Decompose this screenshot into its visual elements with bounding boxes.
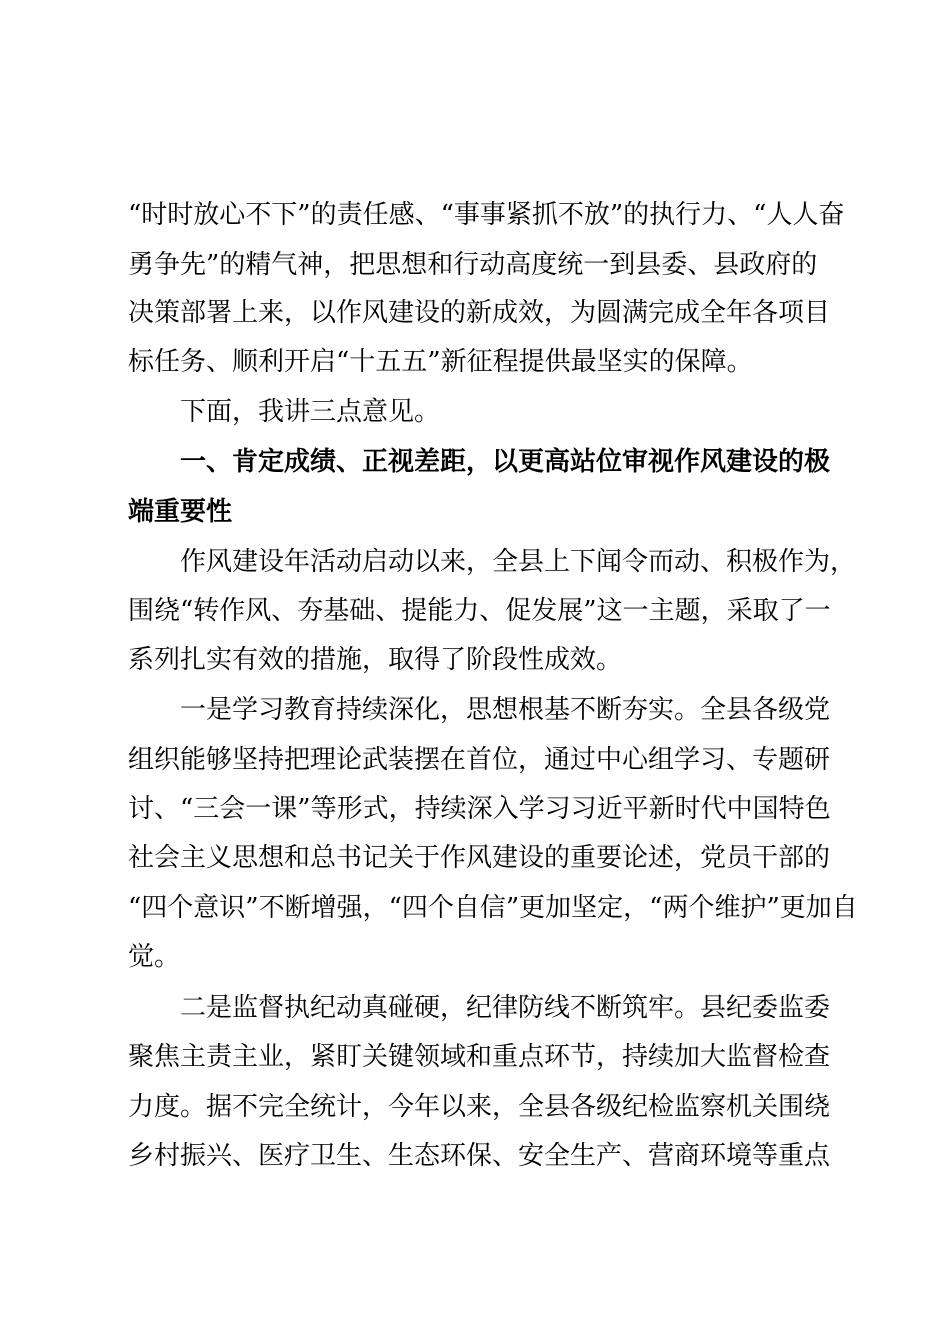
paragraph-line-16: 力度。据不完全统计，今年以来，全县各级纪检监察机关围绕: [128, 1092, 831, 1122]
intro-sentence: 下面，我讲三点意见。: [180, 397, 441, 427]
paragraph-line-7: 系列扎实有效的措施，取得了阶段性成效。: [128, 645, 623, 675]
paragraph-line-17: 乡村振兴、医疗卫生、生态环保、安全生产、营商环境等重点: [128, 1141, 831, 1171]
paragraph-line-5: 作风建设年活动启动以来，全县上下闻令而动、积极作为，: [180, 547, 857, 577]
paragraph-line-6: 围绕“转作风、夯基础、提能力、促发展”这一主题，采取了一: [128, 596, 831, 626]
paragraph-line-9: 组织能够坚持把理论武装摆在首位，通过中心组学习、专题研: [128, 745, 831, 775]
paragraph-line-4: 标任务、顺利开启“十五五”新征程提供最坚实的保障。: [128, 347, 753, 377]
paragraph-line-8: 一是学习教育持续深化，思想根基不断夯实。全县各级党: [180, 695, 831, 725]
section-heading-line-2: 端重要性: [128, 497, 233, 527]
paragraph-line-15: 聚焦主责主业，紧盯关键领域和重点环节，持续加大监督检查: [128, 1042, 831, 1072]
paragraph-line-14: 二是监督执纪动真碰硬，纪律防线不断筑牢。县纪委监委: [180, 993, 831, 1023]
paragraph-line-12: “四个意识”不断增强，“四个自信”更加坚定，“两个维护”更加自: [128, 893, 858, 923]
paragraph-line-11: 社会主义思想和总书记关于作风建设的重要论述，党员干部的: [128, 843, 831, 873]
paragraph-line-10: 讨、“三会一课”等形式，持续深入学习习近平新时代中国特色: [128, 794, 831, 824]
paragraph-line-3: 决策部署上来，以作风建设的新成效，为圆满完成全年各项目: [128, 298, 831, 328]
paragraph-line-1: “时时放心不下”的责任感、“事事紧抓不放”的执行力、“人人奋: [128, 200, 845, 230]
section-heading-line-1: 一、肯定成绩、正视差距，以更高站位审视作风建设的极: [180, 447, 831, 477]
paragraph-line-13: 觉。: [128, 942, 181, 972]
paragraph-line-2: 勇争先”的精气神，把思想和行动高度统一到县委、县政府的: [128, 250, 818, 280]
